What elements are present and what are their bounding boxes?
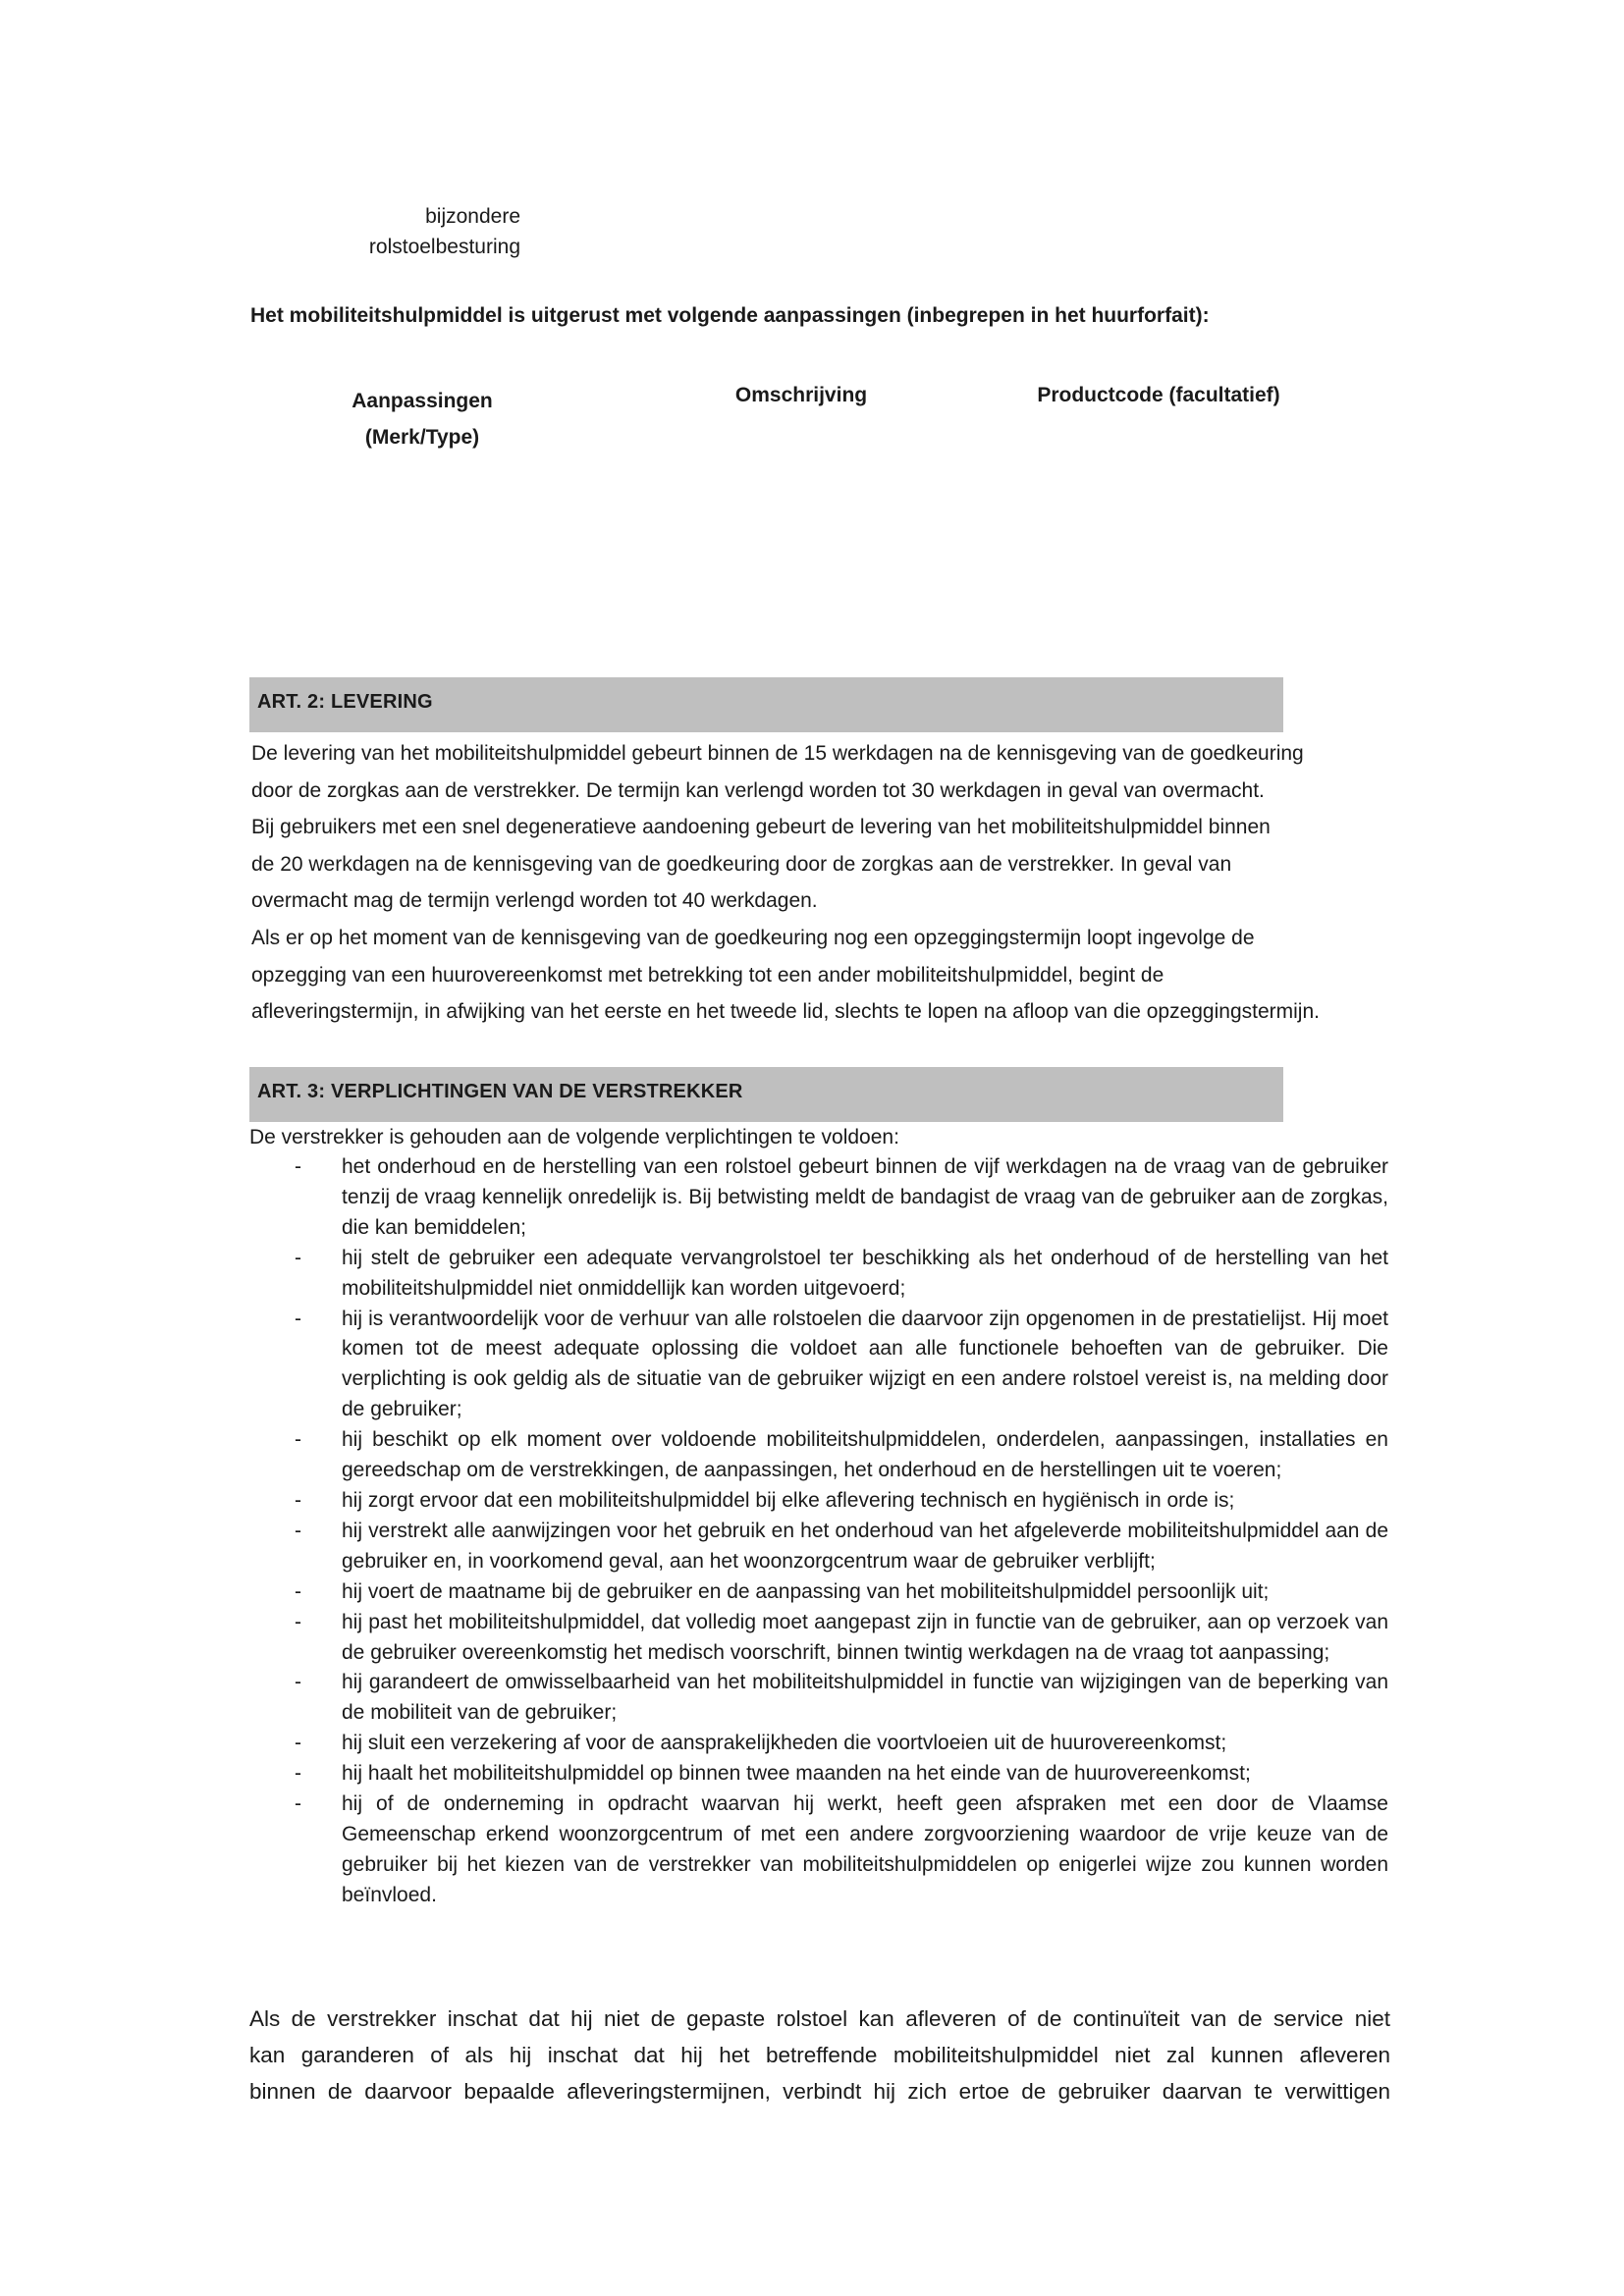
list-item — [249, 1305, 1388, 1426]
dash-bullet: - — [295, 1519, 301, 1542]
list-item — [249, 1729, 1388, 1759]
adaptations-intro: Het mobiliteitshulpmiddel is uitgerust met volgende aanpassingen (inbegrepen in het huurforfait): — [250, 304, 1210, 327]
dash-bullet: - — [295, 1792, 301, 1816]
dash-bullet: - — [295, 1579, 301, 1603]
dash-bullet: - — [295, 1488, 301, 1512]
device-label-line2: rolstoelbesturing — [368, 236, 520, 258]
column-header-adaptations-line2: (Merk/Type) — [364, 426, 480, 449]
list-item-text: hij is verantwoordelijk voor de verhuur van alle rolstoelen die daarvoor zijn opgenomen in de prestatielijst. Hij moet komen tot de meest adequate oplossing die voldoet aan alle functionele behoeften van de gebruiker. Die verplichting is ook geldig als de situatie van de gebruiker wijzigt en een andere rolstoel vereist is, na melding door de gebruiker; — [342, 1307, 1388, 1421]
obligations-list — [249, 1152, 1388, 1911]
art2-heading-bar — [249, 677, 1283, 732]
dash-bullet: - — [295, 1155, 301, 1178]
list-item-text: hij past het mobiliteitshulpmiddel, dat volledig moet aangepast zijn in functie van de gebruiker, aan op verzoek van de gebruiker overeenkomstig het medisch voorschrift, binnen twintig werkdagen na de vraag tot aanpassing; — [342, 1610, 1388, 1664]
list-item — [249, 1486, 1388, 1517]
art2-line: de 20 werkdagen na de kennisgeving van de goedkeuring door de zorgkas aan de verstrekker. In geval van — [251, 852, 1232, 876]
list-item — [249, 1425, 1388, 1486]
list-item-text: hij voert de maatname bij de gebruiker en de aanpassing van het mobiliteitshulpmiddel persoonlijk uit; — [342, 1579, 1270, 1603]
art2-line: opzegging van een huurovereenkomst met betrekking tot een ander mobiliteitshulpmiddel, begint de — [251, 963, 1164, 987]
art2-line: Als er op het moment van de kennisgeving van de goedkeuring nog een opzeggingstermijn loopt ingevolge de — [251, 926, 1255, 949]
list-item — [249, 1608, 1388, 1669]
dash-bullet: - — [295, 1610, 301, 1633]
art2-line: afleveringstermijn, in afwijking van het eerste en het tweede lid, slechts te lopen na afloop van die opzeggingstermijn. — [251, 1000, 1320, 1024]
dash-bullet: - — [295, 1428, 301, 1452]
art3-heading-bar — [249, 1067, 1283, 1122]
list-item-text: hij sluit een verzekering af voor de aansprakelijkheden die voortvloeien uit de huurovereenkomst; — [342, 1732, 1227, 1755]
art3-closing-paragraph — [249, 2001, 1390, 2109]
column-header-adaptations-line1: Aanpassingen — [352, 390, 493, 412]
column-header-description: Omschrijving — [734, 384, 868, 406]
art3-intro: De verstrekker is gehouden aan de volgende verplichtingen te voldoen: — [249, 1126, 899, 1148]
list-item-text: hij beschikt op elk moment over voldoende mobiliteitshulpmiddelen, onderdelen, aanpassingen, installaties en gereedschap om de verstrekkingen, de aanpassingen, het onderhoud en de herstellingen uit te voeren; — [342, 1428, 1388, 1482]
device-label-line1: bijzondere — [425, 205, 520, 228]
art2-line: De levering van het mobiliteitshulpmiddel gebeurt binnen de 15 werkdagen na de kennisgeving van de goedkeuring — [251, 742, 1304, 765]
list-item — [249, 1244, 1388, 1305]
list-item-text: hij of de onderneming in opdracht waarvan hij werkt, heeft geen afspraken met een door de Vlaamse Gemeenschap erkend woonzorgcentrum of met een andere zorgvoorziening waardoor de vrije keuze van de gebruiker bij het kiezen van de verstrekker van mobiliteitshulpmiddelen op enigerlei wijze zou kunnen worden beïnvloed. — [342, 1792, 1388, 1906]
list-item-text: hij haalt het mobiliteitshulpmiddel op binnen twee maanden na het einde van de huurovereenkomst; — [342, 1762, 1251, 1786]
list-item — [249, 1668, 1388, 1729]
list-item — [249, 1517, 1388, 1577]
column-header-productcode: Productcode (facultatief) — [1037, 384, 1280, 406]
art2-line: door de zorgkas aan de verstrekker. De termijn kan verlengd worden tot 30 werkdagen in geval van overmacht. — [251, 778, 1265, 802]
dash-bullet: - — [295, 1307, 301, 1330]
list-item — [249, 1789, 1388, 1911]
list-item-text: hij garandeert de omwisselbaarheid van het mobiliteitshulpmiddel in functie van wijzigingen van de beperking van de mobiliteit van de gebruiker; — [342, 1671, 1388, 1725]
art2-body — [251, 735, 1430, 1031]
list-item-text: hij verstrekt alle aanwijzingen voor het gebruik en het onderhoud van het afgeleverde mobiliteitshulpmiddel aan de gebruiker en, in voorkomend geval, aan het woonzorgcentrum waar de gebruiker verblijft; — [342, 1519, 1388, 1573]
art2-title: ART. 2: LEVERING — [257, 691, 433, 713]
dash-bullet: - — [295, 1671, 301, 1694]
column-header-adaptations — [324, 383, 520, 455]
art2-line: Bij gebruikers met een snel degeneratieve aandoening gebeurt de levering van het mobiliteitshulpmiddel binnen — [251, 816, 1271, 839]
list-item-text: hij stelt de gebruiker een adequate vervangrolstoel ter beschikking als het onderhoud of de herstelling van het mobiliteitshulpmiddel niet onmiddellijk kan worden uitgevoerd; — [342, 1246, 1388, 1300]
art3-title: ART. 3: VERPLICHTINGEN VAN DE VERSTREKKER — [257, 1081, 743, 1102]
dash-bullet: - — [295, 1762, 301, 1786]
list-item-text: het onderhoud en de herstelling van een rolstoel gebeurt binnen de vijf werkdagen na de vraag van de gebruiker tenzij de vraag kennelijk onredelijk is. Bij betwisting meldt de bandagist de vraag van de gebruiker aan de zorgkas, die kan bemiddelen; — [342, 1155, 1388, 1239]
list-item — [249, 1152, 1388, 1244]
dash-bullet: - — [295, 1732, 301, 1755]
art2-line: overmacht mag de termijn verlengd worden tot 40 werkdagen. — [251, 889, 818, 913]
list-item — [249, 1759, 1388, 1789]
closing-line: kan garanderen of als hij inschat dat hij het betreffende mobiliteitshulpmiddel niet zal kunnen afleveren — [249, 2043, 1390, 2067]
device-label — [226, 201, 520, 262]
dash-bullet: - — [295, 1246, 301, 1269]
closing-line: Als de verstrekker inschat dat hij niet de gepaste rolstoel kan afleveren of de continuïteit van de service niet — [249, 2006, 1390, 2031]
list-item — [249, 1577, 1388, 1608]
closing-line: binnen de daarvoor bepaalde afleveringstermijnen, verbindt hij zich ertoe de gebruiker daarvan te verwittigen — [249, 2079, 1390, 2104]
list-item-text: hij zorgt ervoor dat een mobiliteitshulpmiddel bij elke aflevering technisch en hygiënisch in orde is; — [342, 1488, 1235, 1512]
